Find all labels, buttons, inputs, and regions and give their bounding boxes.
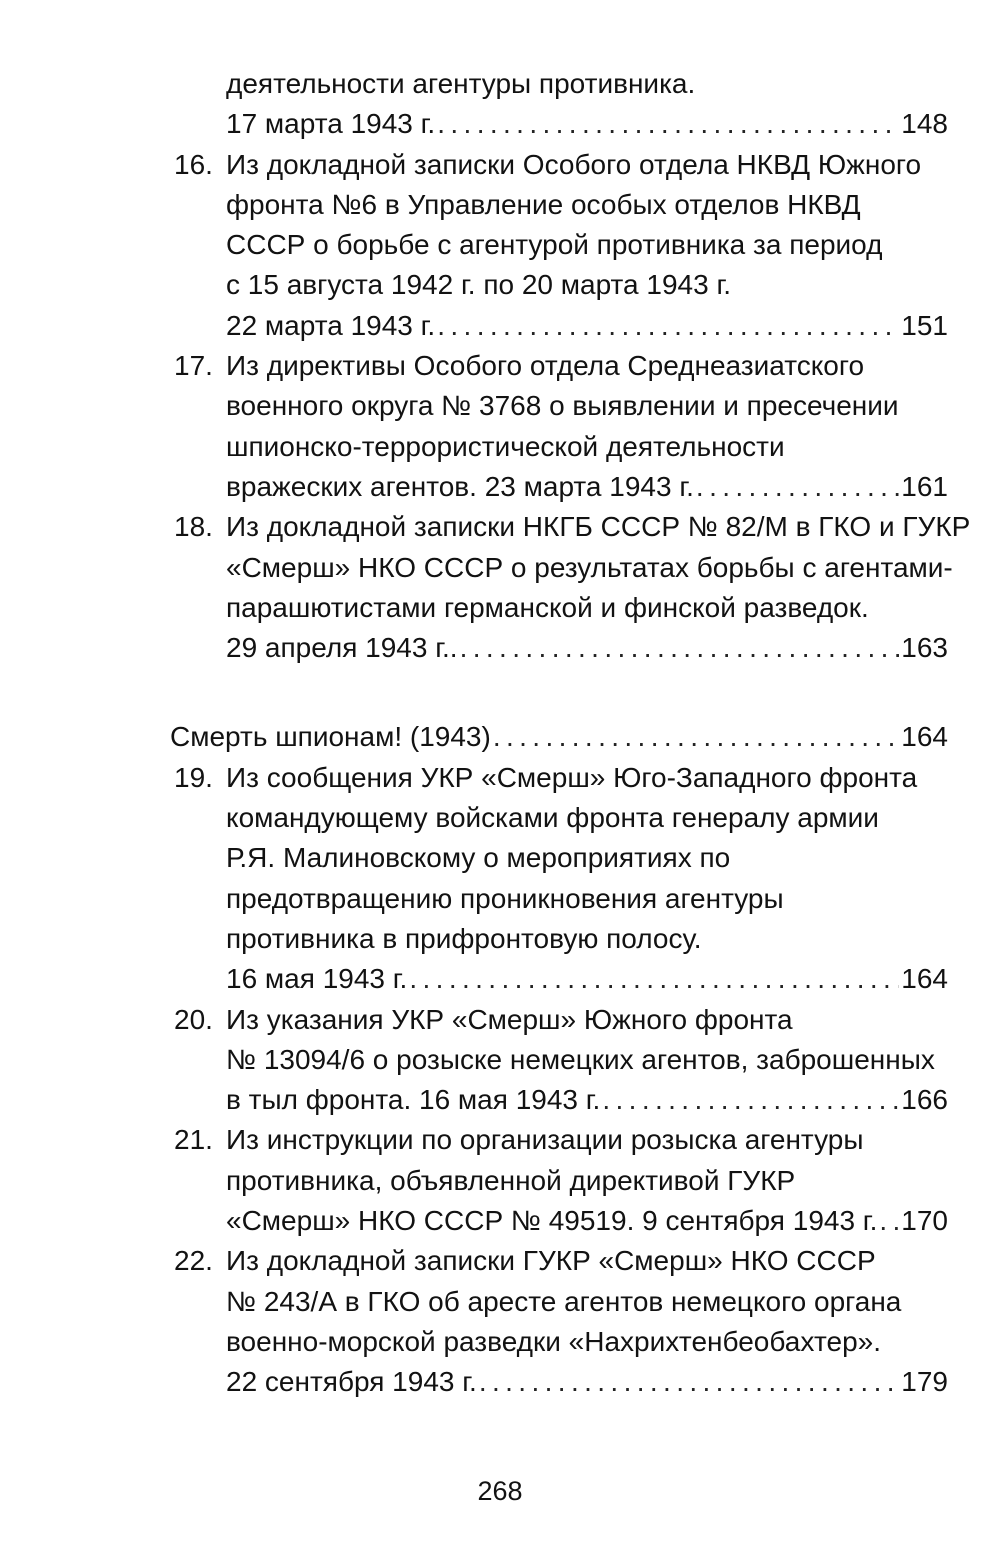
toc-entry-16-page: 151 <box>901 309 948 341</box>
toc-entry-20-line: № 13094/6 о розыске немецких агентов, заброшенных <box>226 1043 935 1075</box>
toc-entry-15-line: деятельности агентуры противника. <box>226 68 696 99</box>
toc-entry-20-text: Из указания УКР «Смерш» Южного фронта <box>226 1003 793 1035</box>
toc-entry-21-line <box>0 1120 1000 1160</box>
dot-leader <box>460 628 900 668</box>
toc-entry-18-line: парашютистами германской и финской разведок. <box>226 591 869 623</box>
toc-entry-18-date: 29 апреля 1943 г.. <box>226 632 458 664</box>
toc-section-heading <box>170 717 948 757</box>
dot-leader <box>409 959 899 999</box>
toc-entry-19-page: 164 <box>901 963 948 995</box>
toc-entry-21-line: противника, объявленной директивой ГУКР <box>226 1164 796 1196</box>
toc-entry-22-line <box>0 1241 1000 1281</box>
toc-entry-19-line: Р.Я. Малиновскому о мероприятиях по <box>226 842 731 874</box>
page-number: 268 <box>477 1476 523 1506</box>
section-spacer <box>0 668 1000 717</box>
toc-entry-16-line <box>0 145 1000 185</box>
toc-entry-19-line: командующему войсками фронта генералу армии <box>226 802 879 834</box>
toc-entry-15-date: 17 марта 1943 г. <box>226 108 436 140</box>
toc-entry-21-date: «Смерш» НКО СССР № 49519. 9 сентября 1943 г. <box>226 1205 878 1237</box>
toc-entry-22-line: военно-морской разведки «Нахрихтенбеобахтер». <box>226 1325 882 1357</box>
dot-leader <box>493 717 899 757</box>
toc-entry-22-line: № 243/А в ГКО об аресте агентов немецкого органа <box>226 1285 902 1317</box>
dot-leader <box>879 1201 899 1241</box>
toc-entry-18-line <box>0 507 1000 547</box>
toc-entry-17-text: Из директивы Особого отдела Среднеазиатского <box>226 350 865 382</box>
toc-entry-20-line <box>0 1000 1000 1040</box>
dot-leader <box>479 1362 899 1402</box>
table-of-contents <box>0 64 1000 1403</box>
toc-entry-21-page: 170 <box>901 1205 948 1237</box>
toc-entry-16-text: Из докладной записки Особого отдела НКВД Южного <box>226 148 922 180</box>
dot-leader <box>437 306 899 346</box>
toc-entry-17-number: 17. <box>174 350 213 382</box>
toc-entry-20-ref <box>226 1080 948 1120</box>
toc-entry-22-text: Из докладной записки ГУКР «Смерш» НКО СССР <box>226 1245 876 1277</box>
toc-entry-19-number: 19. <box>174 761 213 793</box>
toc-entry-19-text: Из сообщения УКР «Смерш» Юго-Западного фронта <box>226 761 918 793</box>
dot-leader <box>602 1080 899 1120</box>
toc-entry-18-number: 18. <box>174 511 213 543</box>
toc-entry-16-number: 16. <box>174 148 213 180</box>
toc-entry-19-line <box>0 758 1000 798</box>
toc-entry-18-page: 163 <box>901 632 948 664</box>
toc-entry-18-ref <box>226 628 948 668</box>
toc-entry-17-date: вражеских агентов. 23 марта 1943 г. <box>226 470 694 502</box>
toc-entry-22-date: 22 сентября 1943 г. <box>226 1366 477 1398</box>
toc-entry-17-line <box>0 346 1000 386</box>
toc-entry-21-ref <box>226 1201 948 1241</box>
toc-entry-19-date: 16 мая 1943 г. <box>226 963 408 995</box>
toc-entry-17-line: военного округа № 3768 о выявлении и пресечении <box>226 390 899 422</box>
toc-entry-15-page: 148 <box>901 108 948 140</box>
toc-entry-21-text: Из инструкции по организации розыска агентуры <box>226 1124 864 1156</box>
toc-entry-20-page: 166 <box>901 1084 948 1116</box>
toc-entry-22-number: 22. <box>174 1245 213 1277</box>
toc-section-title: Смерть шпионам! (1943) <box>170 721 491 753</box>
toc-entry-19-line: предотвращению проникновения агентуры <box>226 882 784 914</box>
toc-section-page: 164 <box>901 721 948 753</box>
toc-entry-18-line: «Смерш» НКО СССР о результатах борьбы с агентами- <box>226 551 953 583</box>
toc-entry-18-text: Из докладной записки НКГБ СССР № 82/М в ГКО и ГУКР <box>226 511 971 543</box>
toc-entry-16-date: 22 марта 1943 г. <box>226 309 436 341</box>
toc-entry-19-ref <box>226 959 948 999</box>
toc-entry-21-number: 21. <box>174 1124 213 1156</box>
toc-entry-16-line: с 15 августа 1942 г. по 20 марта 1943 г. <box>226 269 732 301</box>
toc-entry-17-page: 161 <box>901 470 948 502</box>
toc-entry-16-line: фронта №6 в Управление особых отделов НКВД <box>226 188 861 220</box>
toc-entry-22-ref <box>226 1362 948 1402</box>
toc-entry-15-ref <box>226 104 948 144</box>
dot-leader <box>696 467 899 507</box>
toc-entry-17-line: шпионско-террористической деятельности <box>226 430 785 462</box>
toc-entry-22-page: 179 <box>901 1366 948 1398</box>
toc-entry-20-number: 20. <box>174 1003 213 1035</box>
toc-entry-19-line: противника в прифронтовую полосу. <box>226 922 702 954</box>
toc-entry-16-line: СССР о борьбе с агентурой противника за период <box>226 229 883 261</box>
toc-entry-16-ref <box>226 306 948 346</box>
dot-leader <box>437 104 899 144</box>
toc-entry-20-date: в тыл фронта. 16 мая 1943 г. <box>226 1084 601 1116</box>
toc-entry-17-ref <box>226 467 948 507</box>
